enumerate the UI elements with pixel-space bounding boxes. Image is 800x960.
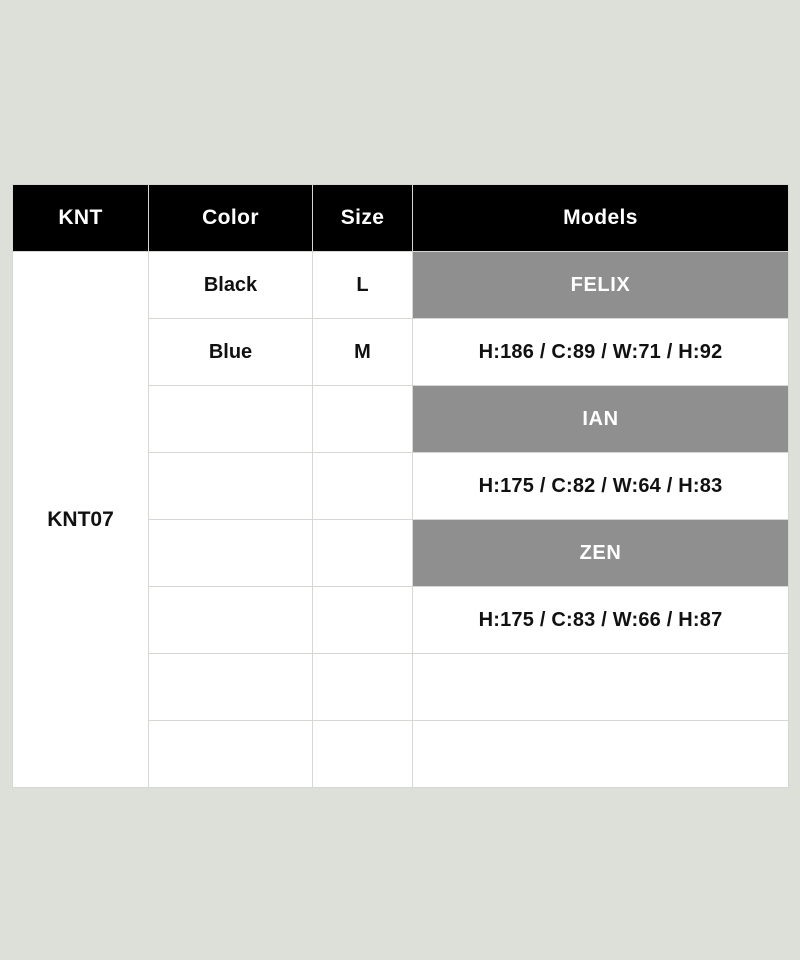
model-name-cell: IAN <box>413 386 789 453</box>
table-header <box>13 185 789 252</box>
size-cell <box>313 587 413 654</box>
product-spec-table <box>12 184 789 788</box>
model-measurement-cell: H:175 / C:83 / W:66 / H:87 <box>413 587 789 654</box>
color-cell <box>149 453 313 520</box>
model-measurement-cell: H:175 / C:82 / W:64 / H:83 <box>413 453 789 520</box>
table-body <box>13 252 789 788</box>
color-cell: Black <box>149 252 313 319</box>
table-row <box>13 252 789 319</box>
column-header-size: Size <box>313 185 413 252</box>
model-measurement-cell: H:186 / C:89 / W:71 / H:92 <box>413 319 789 386</box>
model-name-cell: FELIX <box>413 252 789 319</box>
color-cell <box>149 587 313 654</box>
header-row <box>13 185 789 252</box>
size-cell: M <box>313 319 413 386</box>
color-cell <box>149 721 313 788</box>
column-header-models: Models <box>413 185 789 252</box>
spec-sheet <box>12 184 788 788</box>
model-name-cell: ZEN <box>413 520 789 587</box>
color-cell <box>149 654 313 721</box>
size-cell <box>313 386 413 453</box>
size-cell <box>313 520 413 587</box>
model-empty-cell <box>413 654 789 721</box>
column-header-color: Color <box>149 185 313 252</box>
size-cell <box>313 654 413 721</box>
size-cell <box>313 453 413 520</box>
size-cell <box>313 721 413 788</box>
model-empty-cell <box>413 721 789 788</box>
knt-code-cell: KNT07 <box>13 252 149 788</box>
column-header-knt: KNT <box>13 185 149 252</box>
color-cell: Blue <box>149 319 313 386</box>
color-cell <box>149 386 313 453</box>
color-cell <box>149 520 313 587</box>
size-cell: L <box>313 252 413 319</box>
